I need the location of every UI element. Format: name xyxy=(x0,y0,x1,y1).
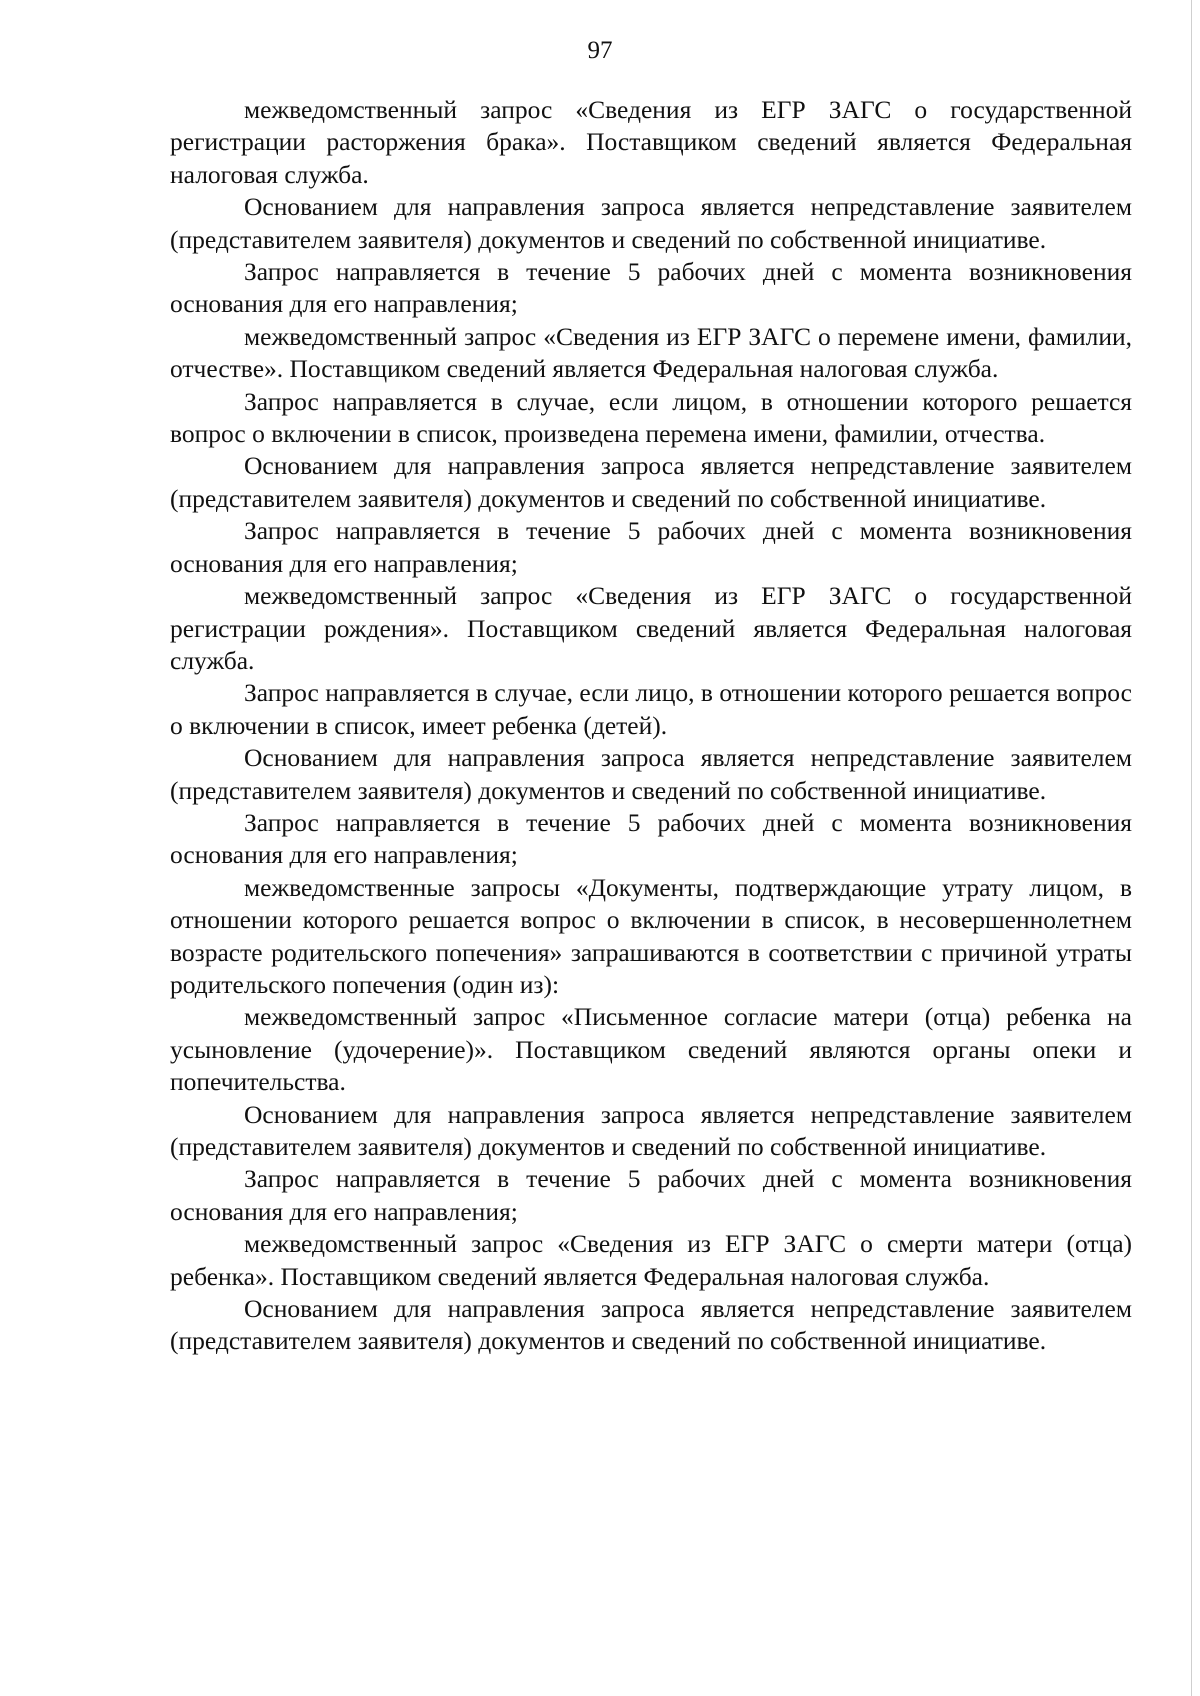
paragraph: Запрос направляется в случае, если лицо, в отношении которого решается вопрос о включении в список, имеет ребенка (детей). xyxy=(170,678,1132,740)
paragraph: межведомственный запрос «Сведения из ЕГР ЗАГС о смерти матери (отца) ребенка». Поставщиком сведений является Федеральная налоговая служба. xyxy=(170,1229,1132,1291)
paragraph: Запрос направляется в случае, если лицом, в отношении которого решается вопрос о включении в список, произведена перемена имени, фамилии, отчества. xyxy=(170,386,1132,449)
scan-edge-line xyxy=(1191,0,1192,1696)
document-body xyxy=(170,94,1132,1358)
paragraph: межведомственные запросы «Документы, подтверждающие утрату лицом, в отношении которого решается вопрос о включении в список, в несовершеннолетнем возрасте родительского попечения» запрашиваются в соответствии с причиной утраты родительского попечения (один из): xyxy=(170,872,1132,999)
paragraph: Запрос направляется в течение 5 рабочих дней с момента возникновения основания для его направления; xyxy=(170,1164,1132,1226)
paragraph: межведомственный запрос «Сведения из ЕГР ЗАГС о государственной регистрации рождения». Поставщиком сведений является Федеральная налоговая служба. xyxy=(170,581,1132,675)
paragraph: Основанием для направления запроса является непредставление заявителем (представителем заявителя) документов и сведений по собственной инициативе. xyxy=(170,1099,1132,1161)
paragraph: межведомственный запрос «Письменное согласие матери (отца) ребенка на усыновление (удочерение)». Поставщиком сведений являются органы опеки и попечительства. xyxy=(170,1002,1132,1097)
paragraph: Основанием для направления запроса является непредставление заявителем (представителем заявителя) документов и сведений по собственной инициативе. xyxy=(170,451,1132,513)
paragraph: Запрос направляется в течение 5 рабочих дней с момента возникновения основания для его направления; xyxy=(170,516,1132,578)
paragraph: Основанием для направления запроса является непредставление заявителем (представителем заявителя) документов и сведений по собственной инициативе. xyxy=(170,1294,1132,1356)
paragraph: Основанием для направления запроса является непредставление заявителем (представителем заявителя) документов и сведений по собственной инициативе. xyxy=(170,192,1132,254)
paragraph: Запрос направляется в течение 5 рабочих дней с момента возникновения основания для его направления; xyxy=(170,257,1132,319)
paragraph: Запрос направляется в течение 5 рабочих дней с момента возникновения основания для его направления; xyxy=(170,807,1132,870)
paragraph: межведомственный запрос «Сведения из ЕГР ЗАГС о перемене имени, фамилии, отчестве». Поставщиком сведений является Федеральная налоговая служба. xyxy=(170,321,1132,384)
paragraph: Основанием для направления запроса является непредставление заявителем (представителем заявителя) документов и сведений по собственной инициативе. xyxy=(170,743,1132,805)
page-number: 97 xyxy=(587,37,613,64)
paragraph: межведомственный запрос «Сведения из ЕГР ЗАГС о государственной регистрации расторжения брака». Поставщиком сведений является Федеральная налоговая служба. xyxy=(170,95,1132,189)
